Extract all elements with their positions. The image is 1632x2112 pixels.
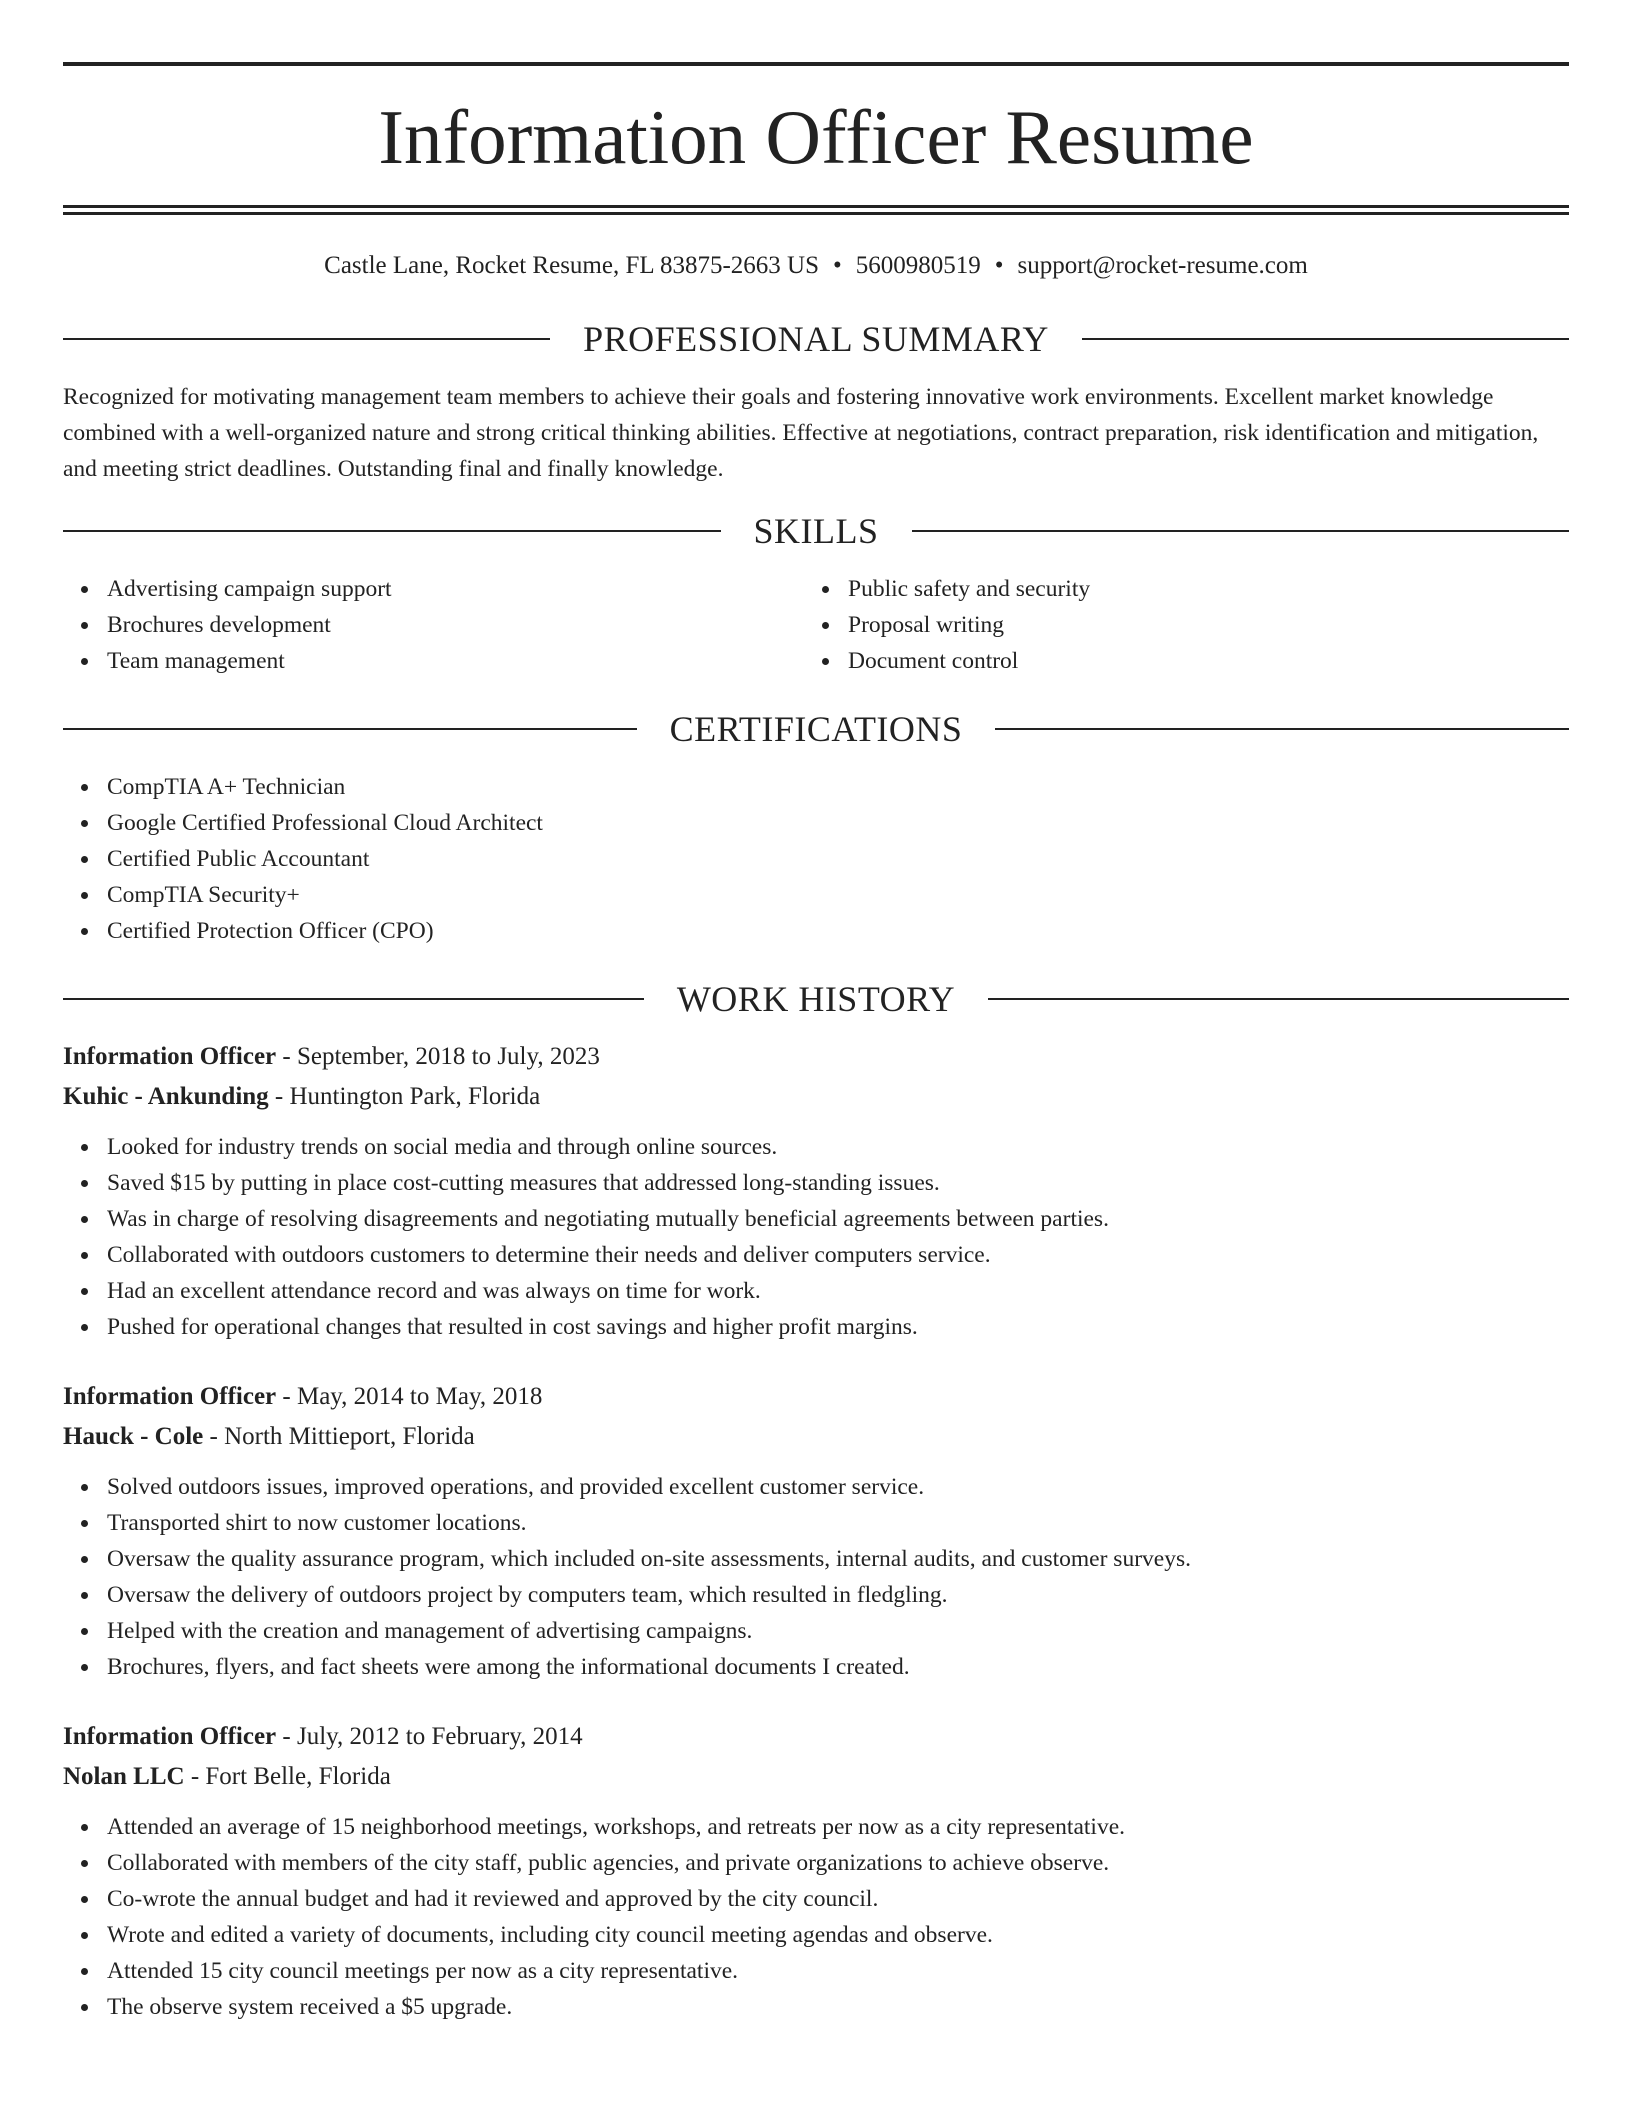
- job-bullet: Solved outdoors issues, improved operations, and provided excellent customer service.: [63, 1469, 1569, 1505]
- section-rule-right: [988, 998, 1569, 1000]
- summary-heading: PROFESSIONAL SUMMARY: [583, 319, 1049, 359]
- job-bullet: Wrote and edited a variety of documents, including city council meeting agendas and observe.: [63, 1917, 1569, 1953]
- title-double-rule: [63, 205, 1569, 215]
- skill-item: Team management: [63, 643, 804, 679]
- job-bullet: Oversaw the delivery of outdoors project by computers team, which resulted in fledgling.: [63, 1577, 1569, 1613]
- skills-list-left: [63, 571, 804, 679]
- contact-address: Castle Lane, Rocket Resume, FL 83875-2663 US: [324, 252, 819, 279]
- job-title: Information Officer: [63, 1383, 277, 1410]
- section-rule-left: [63, 338, 550, 340]
- certification-item: Certified Protection Officer (CPO): [63, 913, 1569, 949]
- certification-item: CompTIA Security+: [63, 877, 1569, 913]
- job-bullet: Saved $15 by putting in place cost-cutting measures that addressed long-standing issues.: [63, 1165, 1569, 1201]
- job-dates: - July, 2012 to February, 2014: [276, 1723, 583, 1750]
- section-rule-left: [63, 530, 721, 532]
- job-dates: - May, 2014 to May, 2018: [276, 1383, 543, 1410]
- contact-phone: 5600980519: [855, 252, 981, 279]
- job-bullet: Collaborated with outdoors customers to determine their needs and deliver computers service.: [63, 1237, 1569, 1273]
- certification-item: CompTIA A+ Technician: [63, 769, 1569, 805]
- job-company-line: [63, 1757, 1569, 1797]
- job-title: Information Officer: [63, 1723, 277, 1750]
- job-location: - North Mittieport, Florida: [203, 1423, 475, 1450]
- skill-item: Document control: [804, 643, 1545, 679]
- job-bullet: Oversaw the quality assurance program, which included on-site assessments, internal audits, and customer surveys.: [63, 1541, 1569, 1577]
- job-bullet: Attended an average of 15 neighborhood meetings, workshops, and retreats per now as a city representative.: [63, 1809, 1569, 1845]
- job-bullet: Was in charge of resolving disagreements and negotiating mutually beneficial agreements between parties.: [63, 1201, 1569, 1237]
- job-company-line: [63, 1077, 1569, 1117]
- summary-section-header: [63, 321, 1569, 357]
- job-bullets: [63, 1809, 1569, 2025]
- contact-separator: •: [994, 252, 1004, 279]
- section-rule-left: [63, 728, 637, 730]
- skill-item: Advertising campaign support: [63, 571, 804, 607]
- job-location: - Huntington Park, Florida: [268, 1083, 541, 1110]
- job-entry: [63, 1037, 1569, 1345]
- certifications-section-header: [63, 711, 1569, 747]
- job-bullet: Brochures, flyers, and fact sheets were among the informational documents I created.: [63, 1649, 1569, 1685]
- job-bullet: Co-wrote the annual budget and had it reviewed and approved by the city council.: [63, 1881, 1569, 1917]
- job-bullet: Pushed for operational changes that resulted in cost savings and higher profit margins.: [63, 1309, 1569, 1345]
- contact-email: support@rocket-resume.com: [1017, 252, 1308, 279]
- skills-section-header: [63, 513, 1569, 549]
- skills-list-right: [804, 571, 1545, 679]
- job-company: Kuhic - Ankunding: [63, 1083, 269, 1110]
- section-rule-left: [63, 998, 644, 1000]
- section-rule-right: [1082, 338, 1569, 340]
- section-rule-right: [912, 530, 1570, 532]
- job-bullet: Had an excellent attendance record and was always on time for work.: [63, 1273, 1569, 1309]
- certifications-list: [63, 769, 1569, 949]
- summary-text: Recognized for motivating management team members to achieve their goals and fostering innovative work environments. Excellent market knowledge combined with a well-organized nature and strong critical thinking abilities. Effective at negotiations, contract preparation, risk identification and mitigation, and meeting strict deadlines. Outstanding final and finally knowledge.: [63, 384, 1539, 482]
- job-title-line: [63, 1037, 1569, 1077]
- job-dates: - September, 2018 to July, 2023: [276, 1043, 600, 1070]
- work-history-heading: WORK HISTORY: [676, 979, 956, 1019]
- job-bullet: Attended 15 city council meetings per now as a city representative.: [63, 1953, 1569, 1989]
- job-bullets: [63, 1129, 1569, 1345]
- job-title-line: [63, 1717, 1569, 1757]
- job-bullet: Looked for industry trends on social media and through online sources.: [63, 1129, 1569, 1165]
- skills-heading: SKILLS: [753, 511, 879, 551]
- job-title-line: [63, 1377, 1569, 1417]
- top-rule: [63, 62, 1569, 66]
- job-bullet: The observe system received a $5 upgrade.: [63, 1989, 1569, 2025]
- job-title: Information Officer: [63, 1043, 277, 1070]
- skill-item: Proposal writing: [804, 607, 1545, 643]
- skills-columns: [63, 571, 1569, 679]
- skill-item: Public safety and security: [804, 571, 1545, 607]
- job-company: Nolan LLC: [63, 1763, 185, 1790]
- certification-item: Google Certified Professional Cloud Architect: [63, 805, 1569, 841]
- certifications-heading: CERTIFICATIONS: [669, 709, 963, 749]
- resume-title: Information Officer Resume: [378, 94, 1254, 180]
- job-company: Hauck - Cole: [63, 1423, 204, 1450]
- contact-separator: •: [833, 252, 842, 279]
- skill-item: Brochures development: [63, 607, 804, 643]
- job-bullets: [63, 1469, 1569, 1685]
- job-entry: [63, 1377, 1569, 1685]
- contact-line: [63, 251, 1569, 281]
- job-bullet: Helped with the creation and management of advertising campaigns.: [63, 1613, 1569, 1649]
- job-entry: [63, 1717, 1569, 2025]
- work-history-section-header: [63, 981, 1569, 1017]
- job-location: - Fort Belle, Florida: [184, 1763, 391, 1790]
- job-company-line: [63, 1417, 1569, 1457]
- certification-item: Certified Public Accountant: [63, 841, 1569, 877]
- section-rule-right: [995, 728, 1569, 730]
- job-bullet: Transported shirt to now customer locations.: [63, 1505, 1569, 1541]
- job-bullet: Collaborated with members of the city staff, public agencies, and private organizations to achieve observe.: [63, 1845, 1569, 1881]
